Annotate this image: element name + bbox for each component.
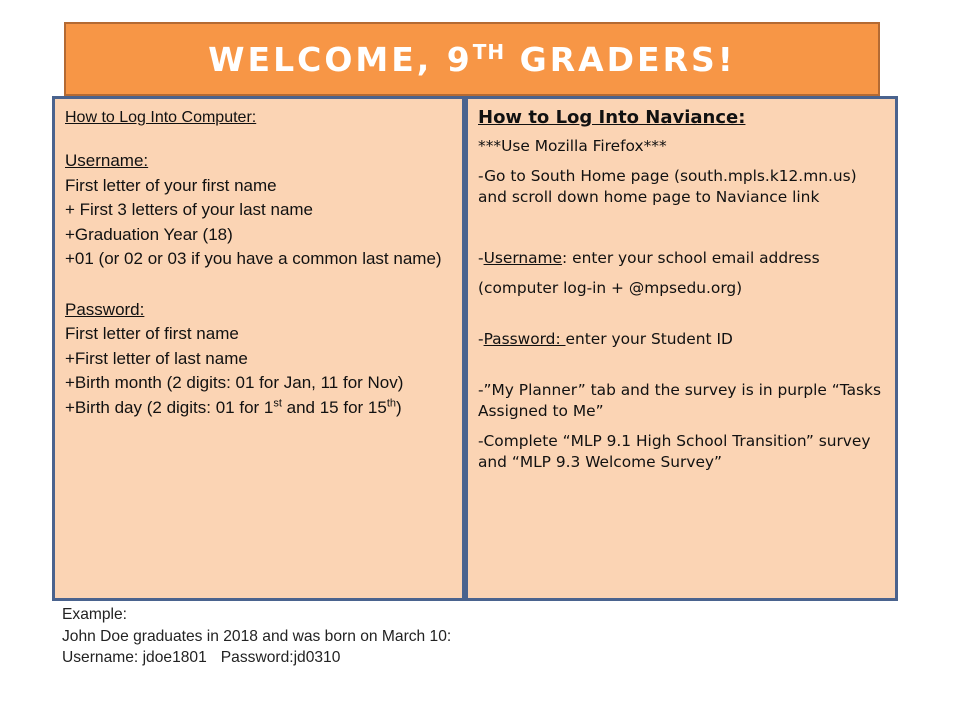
step-complete-surveys: -Complete “MLP 9.1 High School Transition” survey and “MLP 9.3 Welcome Survey” — [478, 432, 871, 471]
birthday-mid: and 15 for 15 — [281, 397, 387, 417]
example-username: Username: jdoe1801 — [62, 649, 207, 666]
title-superscript: TH — [472, 39, 506, 64]
computer-password-line: +Birth month (2 digits: 01 for Jan, 11 for Nov) — [65, 373, 404, 392]
example-description: John Doe graduates in 2018 and was born on March 10: — [62, 627, 452, 645]
computer-login-panel — [52, 96, 465, 601]
computer-username-line: + First 3 letters of your last name — [65, 200, 314, 219]
computer-username-line: +Graduation Year (18) — [65, 224, 233, 244]
naviance-username-label: Username — [483, 249, 563, 267]
computer-heading: How to Log Into Computer: — [65, 109, 257, 126]
naviance-password-label: Password: — [483, 330, 566, 348]
computer-username-label: Username: — [65, 151, 149, 170]
computer-username-line: +01 (or 02 or 03 if you have a common last name) — [65, 249, 442, 268]
username-detail: (computer log-in + @mpsedu.org) — [478, 279, 743, 297]
browser-note: ***Use Mozilla Firefox*** — [478, 137, 667, 155]
computer-password-line: +First letter of last name — [65, 348, 248, 368]
page-title — [208, 40, 736, 79]
example-password: Password:jd0310 — [220, 649, 341, 666]
step-password — [478, 329, 885, 350]
username-prefix: - — [478, 249, 484, 267]
naviance-login-panel — [465, 96, 898, 601]
password-prefix: - — [478, 330, 484, 348]
example-block — [62, 604, 482, 669]
computer-username-line: First letter of your first name — [65, 175, 277, 195]
birthday-pre: +Birth day (2 digits: 01 for 1 — [65, 397, 274, 417]
step-home-page: -Go to South Home page (south.mpls.k12.mn.us) and scroll down home page to Naviance link — [478, 167, 857, 206]
birthday-sup-first: st — [273, 396, 282, 409]
step-username — [478, 248, 885, 269]
title-rest: GRADERS! — [505, 39, 736, 79]
naviance-username-text: : enter your school email address — [562, 249, 820, 267]
birthday-sup-second: th — [386, 396, 397, 409]
title-banner — [64, 22, 880, 96]
computer-password-line: First letter of first name — [65, 324, 239, 343]
example-label: Example: — [62, 606, 128, 623]
naviance-password-text: enter your Student ID — [565, 330, 733, 348]
step-my-planner: -”My Planner” tab and the survey is in purple “Tasks Assigned to Me” — [478, 381, 881, 420]
title-text: WELCOME, 9 — [208, 39, 473, 79]
birthday-post: ) — [396, 397, 402, 417]
computer-birthday-line — [65, 396, 454, 421]
computer-password-label: Password: — [65, 299, 145, 319]
naviance-heading: How to Log Into Naviance: — [478, 107, 746, 128]
example-credentials — [62, 647, 482, 669]
